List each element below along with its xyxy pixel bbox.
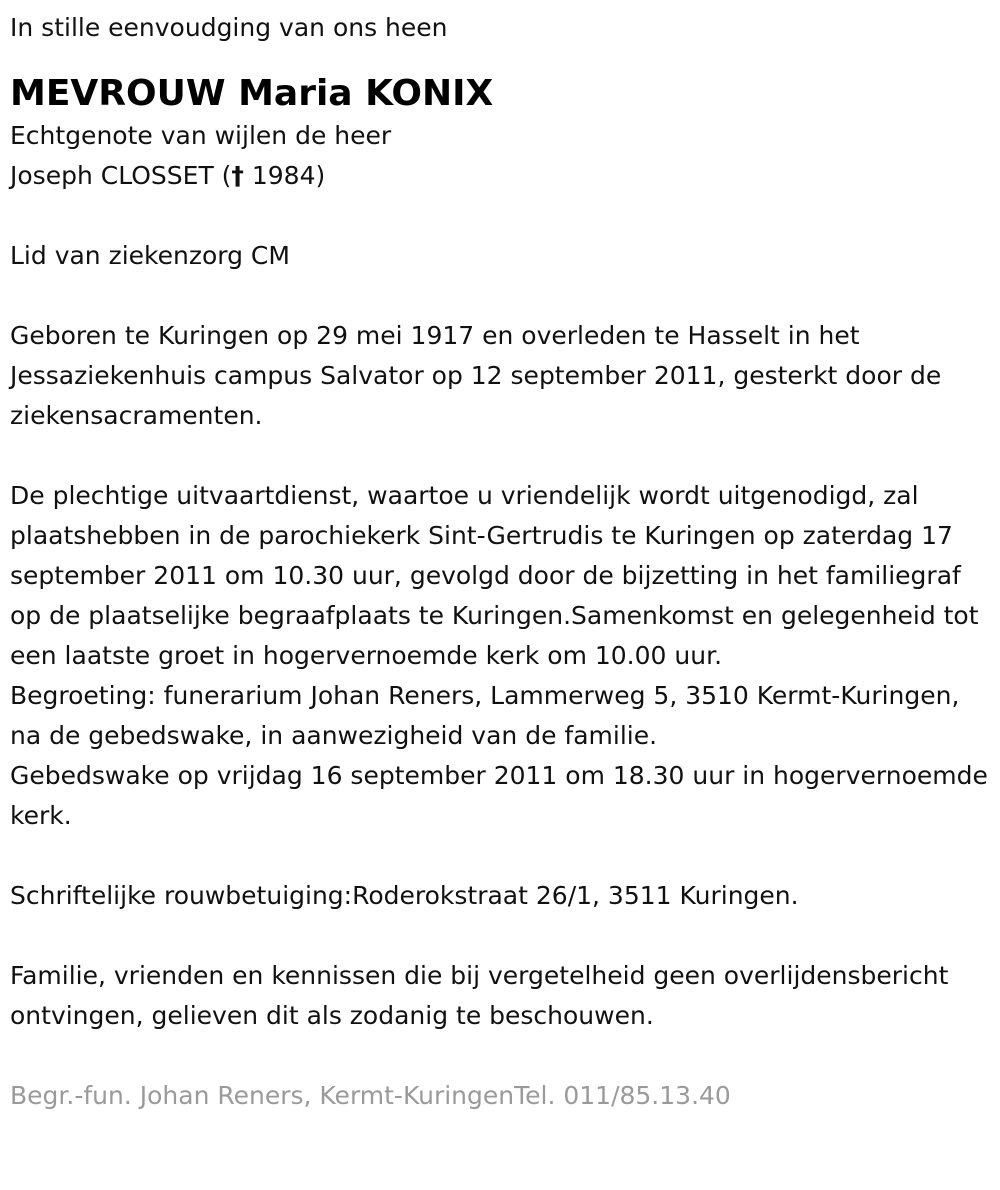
funeral-paragraph: De plechtige uitvaartdienst, waartoe u vriendelijk wordt uitgenodigd, zal plaatshebben in de parochiekerk Sint-Gertrudis te Kuringen op zaterdag 17 september 2011 om 10.30 uur, gevolgd door de bijzetting in het familiegraf op de plaatselijke begraafplaats te Kuringen.Samenkomst en gelegenheid tot een laatste groet in hogervernoemde kerk om 10.00 uur. xyxy=(10,481,979,670)
cross-icon: † xyxy=(231,161,244,190)
family-note: Familie, vrienden en kennissen die bij vergetelheid geen overlijdensbericht ontvingen, gelieven dit als zodanig te beschouwen. xyxy=(10,961,949,1030)
wake-paragraph: Gebedswake op vrijdag 16 september 2011 om 18.30 uur in hogervernoemde kerk. xyxy=(10,761,988,830)
spouse-line: Echtgenote van wijlen de heer xyxy=(10,121,392,150)
spouse-name-line xyxy=(10,156,990,196)
deceased-name: MEVROUW Maria KONIX xyxy=(10,73,494,114)
intro-text: In stille eenvoudging van ons heen xyxy=(10,13,448,42)
funeral-home-footer: Begr.-fun. Johan Reners, Kermt-KuringenTel. 011/85.13.40 xyxy=(10,1081,731,1110)
condolence-address: Schriftelijke rouwbetuiging:Roderokstraat 26/1, 3511 Kuringen. xyxy=(10,881,799,910)
membership-text: Lid van ziekenzorg CM xyxy=(10,241,290,270)
greeting-paragraph: Begroeting: funerarium Johan Reners, Lammerweg 5, 3510 Kermt-Kuringen, na de gebedswake, in aanwezigheid van de familie. xyxy=(10,681,960,750)
spouse-name: Joseph CLOSSET ( xyxy=(10,161,232,190)
birth-death-paragraph: Geboren te Kuringen op 29 mei 1917 en overleden te Hasselt in het Jessaziekenhuis campus Salvator op 12 september 2011, gesterkt door de ziekensacramenten. xyxy=(10,321,942,430)
spouse-year: 1984) xyxy=(243,161,326,190)
